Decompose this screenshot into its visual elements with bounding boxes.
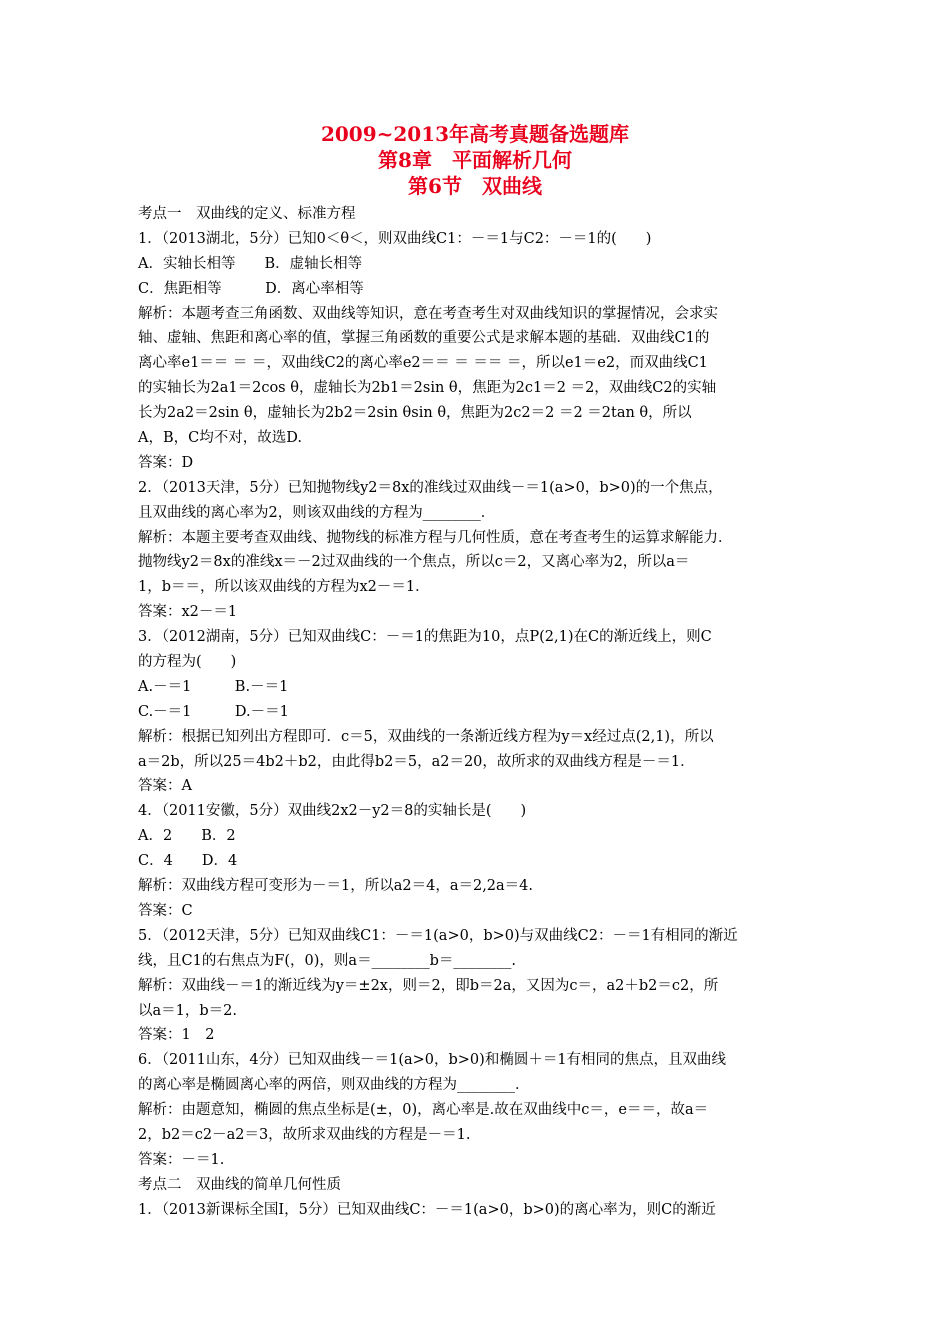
question-line: 3．（2012湖南，5分）已知双曲线C：－＝1的焦距为10，点P(2,1)在C的渐近线上，则C <box>138 629 712 646</box>
analysis-line: 解析：本题考查三角函数、双曲线等知识，意在考查考生对双曲线知识的掌握情况，会求实 <box>138 305 718 322</box>
answer-line: 答案：1 2 <box>138 1027 215 1044</box>
answer-line: 答案：D <box>138 454 194 471</box>
question-line: 线，且C1的右焦点为F(，0)，则a＝________b＝________. <box>138 952 516 969</box>
analysis-line: 离心率e1＝＝ ＝ ＝，双曲线C2的离心率e2＝＝ ＝ ＝＝ ＝，所以e1＝e2，而双曲线C1 <box>138 355 708 372</box>
question-line: 1．（2013新课标全国Ⅰ，5分）已知双曲线C：－＝1(a>0，b>0)的离心率为，则C的渐近 <box>138 1201 716 1218</box>
analysis-line: 解析：根据已知列出方程即可．c＝5，双曲线的一条渐近线方程为y＝x经过点(2,1)，所以 <box>138 728 714 745</box>
question-line: 1．（2013湖北，5分）已知0＜θ＜，则双曲线C1：－＝1与C2：－＝1的( ) <box>138 230 652 247</box>
title-main: 2009~2013年高考真题备选题库 <box>320 122 630 146</box>
analysis-line: 解析：双曲线方程可变形为－＝1，所以a2＝4，a＝2,2a＝4. <box>138 878 534 895</box>
analysis-line: 的实轴长为2a1＝2cos θ，虚轴长为2b1＝2sin θ，焦距为2c1＝2 ＝2，双曲线C2的实轴 <box>138 380 717 397</box>
option-line: A．实轴长相等 B．虚轴长相等 <box>138 255 363 272</box>
document-title <box>0 121 950 199</box>
question-line: 2．（2013天津，5分）已知抛物线y2＝8x的准线过双曲线－＝1(a>0，b>0)的一个焦点， <box>138 479 723 496</box>
analysis-line: 解析：本题主要考查双曲线、抛物线的标准方程与几何性质，意在考查考生的运算求解能力． <box>138 529 733 546</box>
question-line: 的离心率是椭圆离心率的两倍，则双曲线的方程为________． <box>138 1077 530 1094</box>
section-heading: 考点一 双曲线的定义、标准方程 <box>138 206 356 222</box>
question-line: 4．（2011安徽，5分）双曲线2x2－y2＝8的实轴长是( ) <box>138 803 527 820</box>
title-section: 第6节 双曲线 <box>408 174 542 198</box>
analysis-line: 长为2a2＝2sin θ，虚轴长为2b2＝2sin θsin θ，焦距为2c2＝2 ＝2 ＝2tan θ，所以 <box>138 405 692 422</box>
analysis-line: 2，b2＝c2－a2＝3，故所求双曲线的方程是－＝1. <box>138 1126 471 1143</box>
title-chapter: 第8章 平面解析几何 <box>378 148 572 172</box>
question-line: 的方程为( ) <box>138 654 237 671</box>
analysis-line: 以a＝1，b＝2. <box>138 1002 237 1019</box>
answer-line: 答案：C <box>138 902 193 919</box>
answer-line: 答案：x2－＝1 <box>138 604 238 621</box>
analysis-line: 轴、虚轴、焦距和离心率的值，掌握三角函数的重要公式是求解本题的基础．双曲线C1的 <box>138 330 710 347</box>
analysis-line: 1，b＝＝，所以该双曲线的方程为x2－＝1． <box>138 579 430 596</box>
option-line: C.－＝1 D.－＝1 <box>138 703 289 720</box>
analysis-line: A，B，C均不对，故选D. <box>138 430 302 447</box>
answer-line: 答案：A <box>138 778 192 795</box>
analysis-line: a＝2b，所以25＝4b2＋b2，由此得b2＝5，a2＝20，故所求的双曲线方程是－＝1． <box>138 753 695 770</box>
option-line: C．4 D．4 <box>138 853 238 870</box>
analysis-line: 解析：双曲线－＝1的渐近线为y＝±2x，则＝2，即b＝2a，又因为c＝，a2＋b2＝c2，所 <box>138 977 719 994</box>
question-line: 5．（2012天津，5分）已知双曲线C1：－＝1(a>0，b>0)与双曲线C2：－＝1有相同的渐近 <box>138 927 738 944</box>
question-line: 且双曲线的离心率为2，则该双曲线的方程为________． <box>138 504 496 521</box>
analysis-line: 解析：由题意知，椭圆的焦点坐标是(±，0)，离心率是.故在双曲线中c＝，e＝＝，故a＝ <box>138 1102 709 1119</box>
question-line: 6．（2011山东，4分）已知双曲线－＝1(a>0，b>0)和椭圆＋＝1有相同的焦点，且双曲线 <box>138 1052 727 1069</box>
analysis-line: 抛物线y2＝8x的准线x＝－2过双曲线的一个焦点，所以c＝2，又离心率为2，所以a＝ <box>138 554 690 571</box>
option-line: A.－＝1 B.－＝1 <box>138 678 289 695</box>
option-line: A．2 B．2 <box>138 828 236 845</box>
answer-line: 答案：－＝1. <box>138 1151 225 1168</box>
body-text <box>138 202 818 1223</box>
option-line: C．焦距相等 D．离心率相等 <box>138 280 364 297</box>
section-heading: 考点二 双曲线的简单几何性质 <box>138 1176 341 1193</box>
